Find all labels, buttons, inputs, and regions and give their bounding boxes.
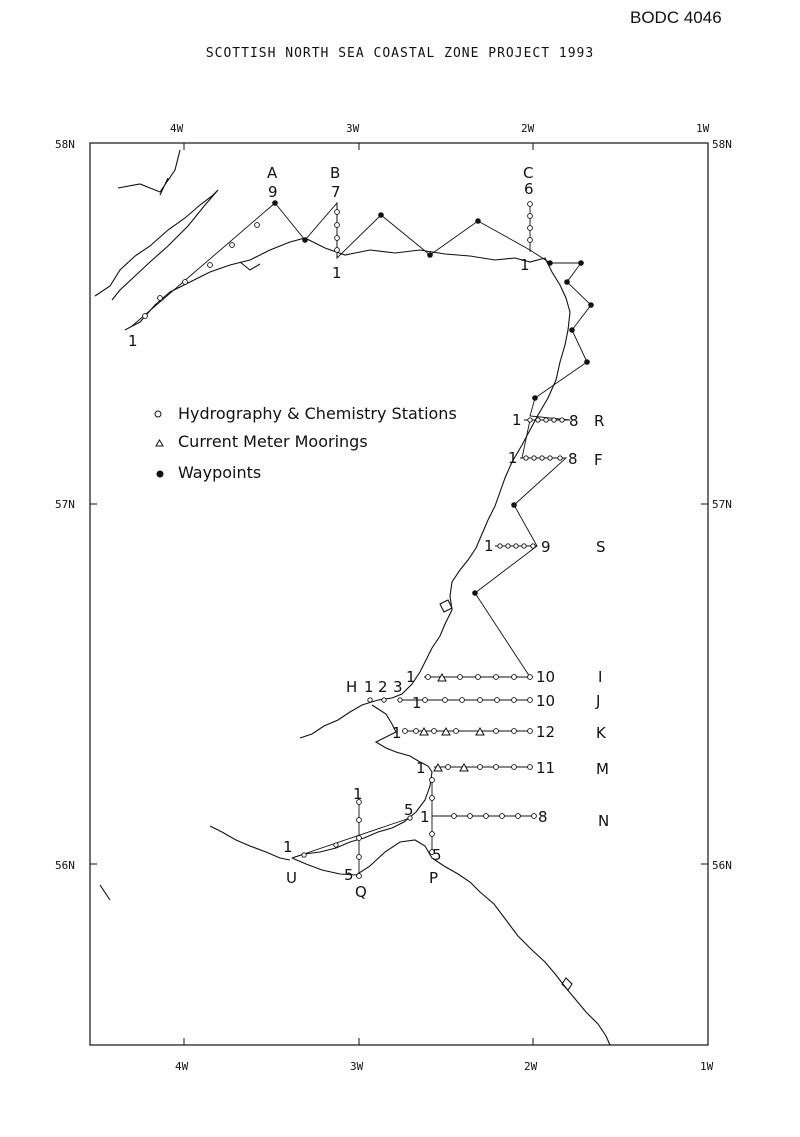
transect-c-last: 6 (524, 180, 534, 198)
lat-label-57n-right: 57N (712, 498, 732, 511)
transect-f-label: F (594, 451, 603, 469)
transect-s-label: S (596, 538, 606, 556)
transect-s-last: 9 (541, 538, 551, 556)
transect-p-label: P (429, 869, 439, 887)
transect-c-first: 1 (520, 256, 530, 274)
waypoint-legend-icon (157, 471, 164, 478)
transect-h-middle: 2 (378, 678, 388, 696)
transect-k-last: 12 (536, 723, 556, 741)
lon-label-2w-bottom: 2W (524, 1060, 538, 1073)
transect-k-label: K (596, 724, 606, 742)
lat-label-56n-right: 56N (712, 859, 732, 872)
transect-r-last: 8 (569, 412, 579, 430)
transect-m-first: 1 (416, 759, 426, 777)
transect-n-first: 1 (420, 808, 430, 826)
transect-q-label: Q (355, 883, 367, 901)
transect-m-label: M (596, 760, 609, 778)
hydrography-stations (143, 202, 565, 879)
transect-a-last: 9 (268, 183, 278, 201)
transect-s-first: 1 (484, 537, 494, 555)
transect-q-last: 5 (344, 866, 354, 884)
transect-i-first: 1 (406, 668, 416, 686)
transect-u-last: 5 (404, 801, 414, 819)
station-legend-icon (155, 411, 161, 417)
transect-i-last: 10 (536, 668, 556, 686)
transect-b-label: B (330, 164, 341, 182)
transect-u-first: 1 (283, 838, 293, 856)
lat-label-56n-left: 56N (55, 859, 75, 872)
lon-label-3w-bottom: 3W (350, 1060, 364, 1073)
transect-n-last: 8 (538, 808, 548, 826)
transect-p-last: 5 (432, 846, 442, 864)
transect-j-first: 1 (412, 694, 422, 712)
coastline (95, 150, 610, 1045)
transect-q-first: 1 (353, 785, 363, 803)
map-title: SCOTTISH NORTH SEA COASTAL ZONE PROJECT 1993 (205, 46, 595, 61)
legend-moorings-label: Current Meter Moorings (178, 432, 368, 451)
transect-u-label: U (286, 869, 297, 887)
lon-label-1w-top: 1W (696, 122, 710, 135)
transect-r-label: R (594, 412, 605, 430)
lat-label-58n-left: 58N (55, 138, 75, 151)
transect-b-first: 1 (332, 264, 342, 282)
transect-k-first: 1 (392, 724, 402, 742)
transect-j-last: 10 (536, 692, 556, 710)
transect-f-first: 1 (508, 449, 518, 467)
lon-label-4w-top: 4W (170, 122, 184, 135)
transect-m-last: 11 (536, 759, 556, 777)
transect-i-label: I (598, 668, 603, 686)
current-meter-moorings (420, 674, 484, 771)
transect-b-last: 7 (331, 183, 341, 201)
transect-h-last: 3 (393, 678, 403, 696)
lon-label-4w-bottom: 4W (175, 1060, 189, 1073)
transect-h-label: H (346, 678, 358, 696)
transect-h-first: 1 (364, 678, 374, 696)
mooring-legend-icon (156, 440, 163, 446)
transect-c-label: C (523, 164, 534, 182)
map-frame (90, 143, 708, 1045)
transect-a-first: 1 (128, 332, 138, 350)
transect-a-label: A (267, 164, 278, 182)
legend-waypoints-label: Waypoints (178, 463, 262, 482)
lon-label-3w-top: 3W (346, 122, 360, 135)
transect-j-label: J (596, 692, 601, 710)
transect-lines (132, 203, 566, 876)
transect-r-first: 1 (512, 411, 522, 429)
legend-stations-label: Hydrography & Chemistry Stations (178, 404, 457, 423)
lat-label-57n-left: 57N (55, 498, 75, 511)
lon-label-2w-top: 2W (521, 122, 535, 135)
lon-label-1w-bottom: 1W (700, 1060, 714, 1073)
transect-n-label: N (598, 812, 610, 830)
transect-f-last: 8 (568, 450, 578, 468)
lat-label-58n-right: 58N (712, 138, 732, 151)
document-reference: BODC 4046 (630, 8, 722, 27)
frame-ticks (90, 143, 708, 1045)
